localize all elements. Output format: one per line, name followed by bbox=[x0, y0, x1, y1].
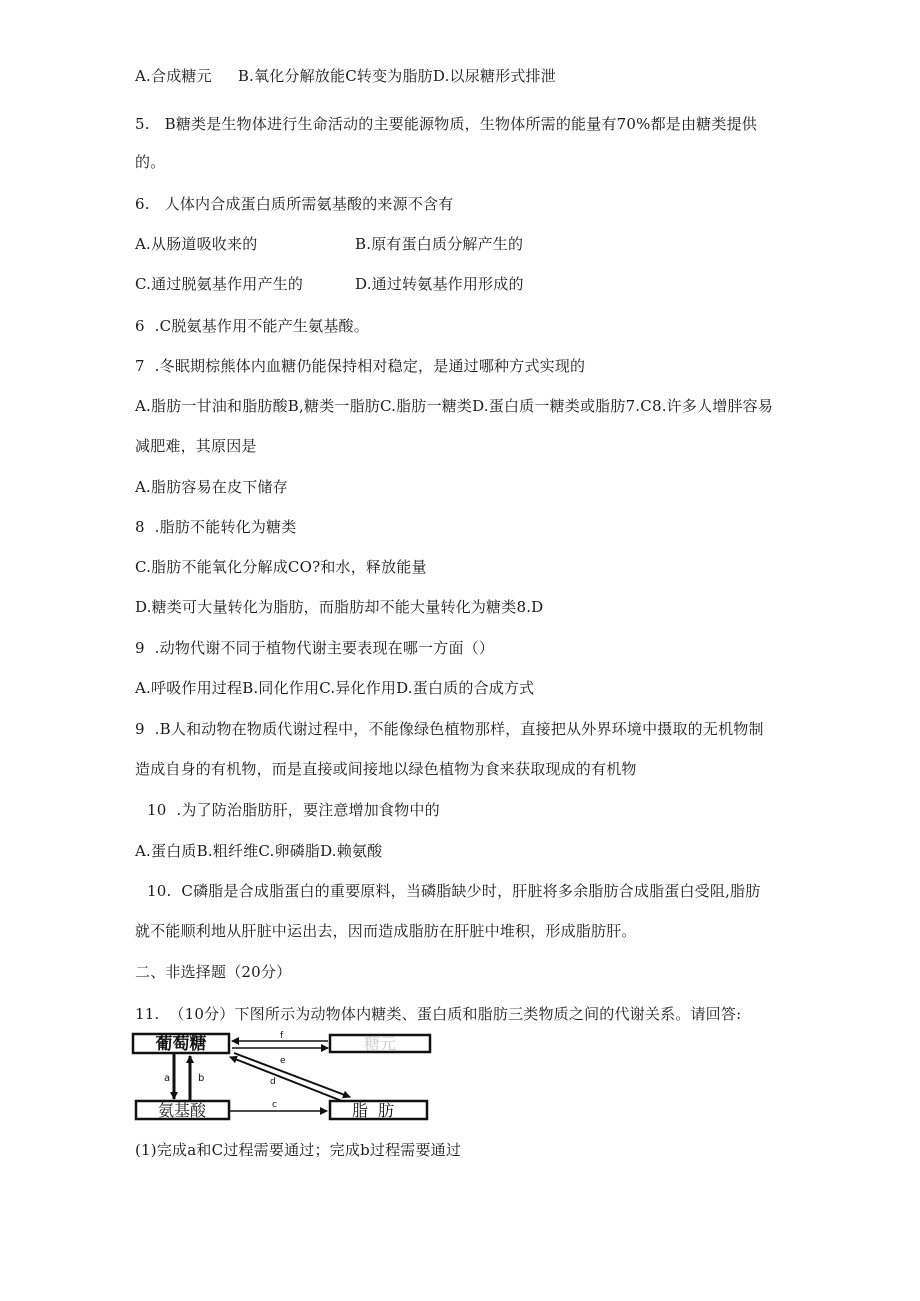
label-c: c bbox=[272, 1100, 277, 1110]
option-a: A.脂肪容易在皮下储存 bbox=[135, 478, 288, 496]
options-9: A.呼吸作用过程B.同化作用C.异化作用D.蛋白质的合成方式 bbox=[135, 679, 535, 697]
option-line bbox=[135, 274, 524, 294]
option-line bbox=[135, 66, 556, 86]
option-a: A.从肠道吸收来的 bbox=[135, 235, 258, 253]
metabolism-diagram bbox=[130, 1031, 435, 1121]
box-glycogen-label: 糖元 bbox=[363, 1034, 397, 1053]
option-a: A.合成糖元 bbox=[135, 67, 212, 85]
label-d: d bbox=[270, 1077, 276, 1087]
arrow-d bbox=[230, 1057, 342, 1101]
option-line bbox=[135, 234, 523, 254]
answer-line: 5. B糖类是生物体进行生命活动的主要能源物质，生物体所需的能量有70%都是由糖类提供 bbox=[135, 115, 757, 133]
answer-line-continued: 的。 bbox=[135, 153, 166, 171]
options-7: A.脂肪一甘油和脂肪酸B,糖类一脂肪C.脂肪一糖类D.蛋白质一糖类或脂肪7.C8.许多人增胖容易 bbox=[135, 397, 774, 415]
question-9: 9 .动物代谢不同于植物代谢主要表现在哪一方面（） bbox=[135, 639, 495, 657]
box-amino-acid-label: 氨基酸 bbox=[157, 1101, 207, 1120]
box-fat-label: 脂肪 bbox=[351, 1101, 405, 1120]
option-d: D.通过转氨基作用形成的 bbox=[355, 275, 524, 293]
section-heading: 二、非选择题（20分） bbox=[135, 963, 292, 981]
box-glucose-label: 葡萄糖 bbox=[155, 1034, 207, 1054]
option-c: C.通过脱氨基作用产生的 bbox=[135, 275, 304, 293]
answer-6: 6 .C脱氨基作用不能产生氨基酸。 bbox=[135, 317, 369, 335]
options-10: A.蛋白质B.粗纤维C.卵磷脂D.赖氨酸 bbox=[135, 842, 383, 860]
question-11: 11. （10分）下图所示为动物体内糖类、蛋白质和脂肪三类物质之间的代谢关系。请回答: bbox=[135, 1005, 742, 1023]
arrow-e bbox=[234, 1053, 350, 1097]
question-8-continued: 减肥难，其原因是 bbox=[135, 437, 257, 455]
question-10: 10 .为了防治脂肪肝，要注意增加食物中的 bbox=[147, 801, 440, 819]
label-b: b bbox=[198, 1073, 205, 1084]
answer-9-continued: 造成自身的有机物，而是直接或间接地以绿色植物为食来获取现成的有机物 bbox=[135, 760, 637, 778]
label-f: f bbox=[280, 1031, 284, 1041]
question-7: 7 .冬眠期棕熊体内血糖仍能保持相对稳定，是通过哪种方式实现的 bbox=[135, 357, 586, 375]
sub-question-1: (1)完成a和C过程需要通过；完成b过程需要通过 bbox=[135, 1141, 462, 1159]
answer-9: 9 .B人和动物在物质代谢过程中，不能像绿色植物那样，直接把从外界环境中摄取的无机物制 bbox=[135, 720, 764, 738]
option-b: 8 .脂肪不能转化为糖类 bbox=[135, 518, 297, 536]
answer-10-continued: 就不能顺利地从肝脏中运出去，因而造成脂肪在肝脏中堆积，形成脂肪肝。 bbox=[135, 922, 637, 940]
option-b: B.原有蛋白质分解产生的 bbox=[355, 235, 524, 253]
answer-10: 10. C磷脂是合成脂蛋白的重要原料，当磷脂缺少时，肝脏将多余脂肪合成脂蛋白受阻,脂肪 bbox=[147, 882, 761, 900]
option-c: C.脂肪不能氧化分解成CO?和水，释放能量 bbox=[135, 558, 427, 576]
label-a: a bbox=[164, 1073, 171, 1084]
option-b: B.氧化分解放能C转变为脂肪D.以尿糖形式排泄 bbox=[237, 67, 556, 85]
question-6: 6. 人体内合成蛋白质所需氨基酸的来源不含有 bbox=[135, 195, 454, 213]
label-e: e bbox=[280, 1056, 286, 1066]
option-d: D.糖类可大量转化为脂肪，而脂肪却不能大量转化为糖类8.D bbox=[135, 598, 544, 616]
